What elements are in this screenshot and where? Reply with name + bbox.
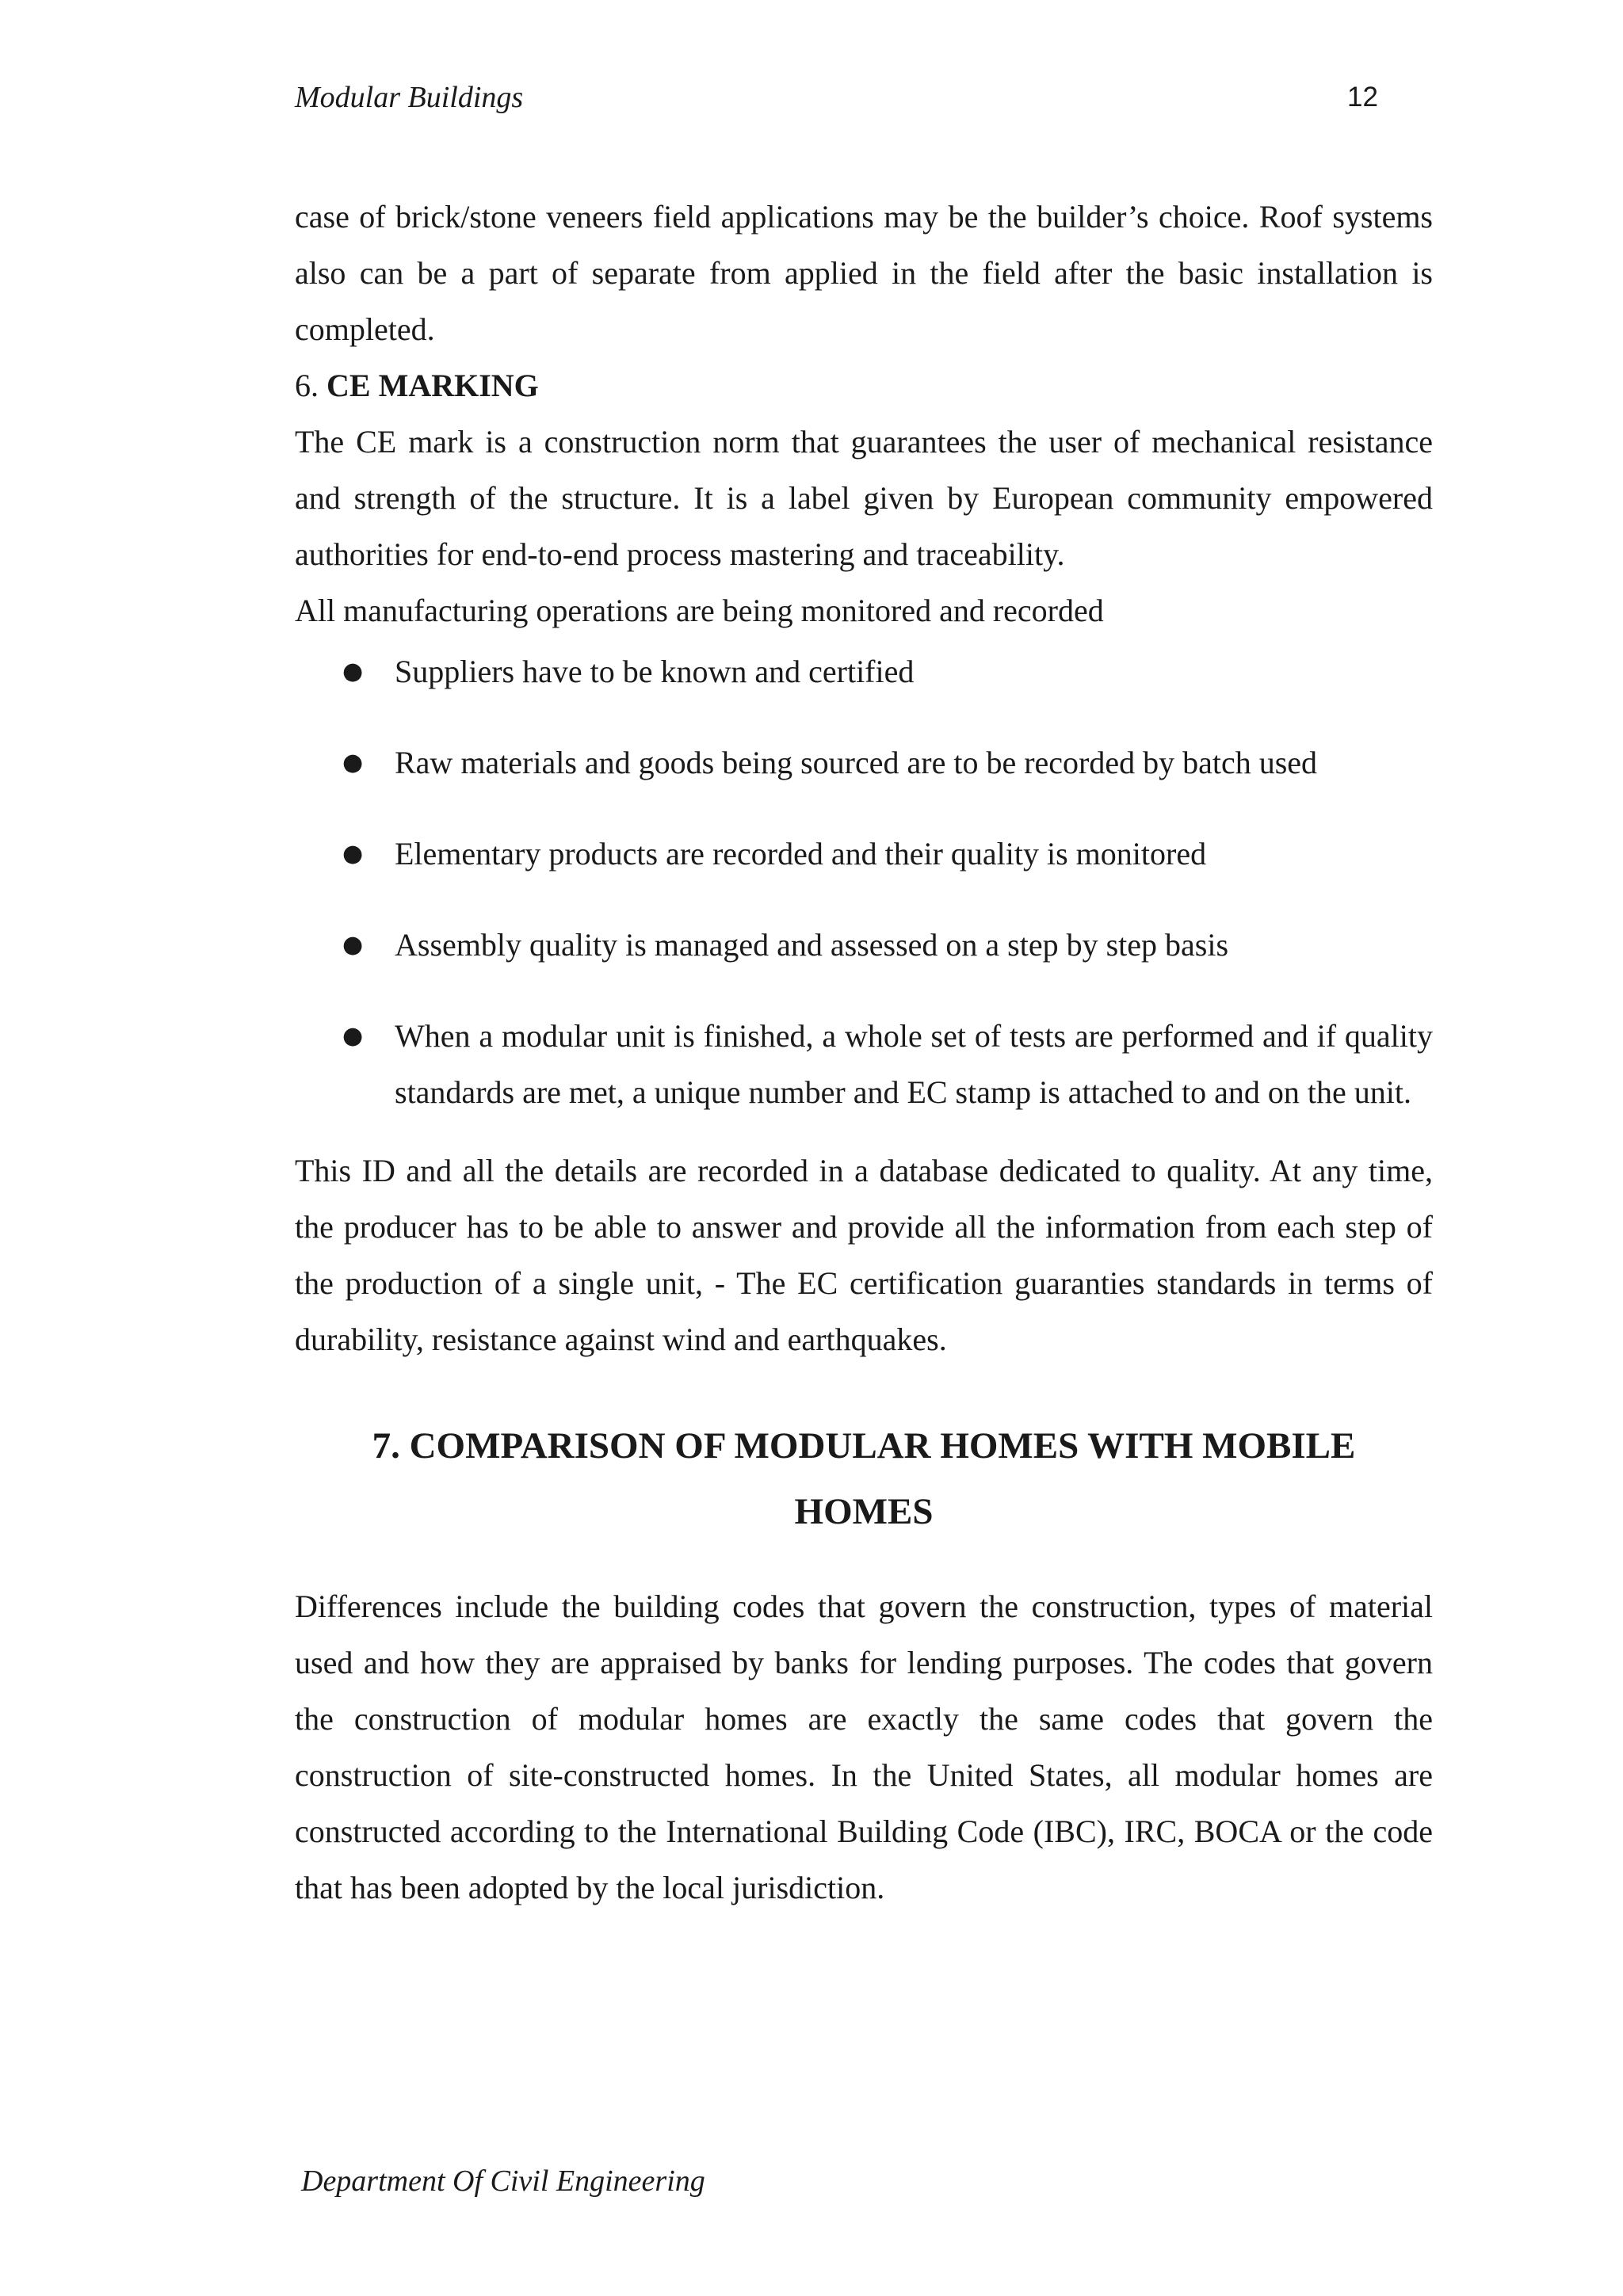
bullet-dot-icon: ● (342, 749, 364, 776)
page-body (295, 189, 1433, 1916)
list-item-text: Elementary products are recorded and their quality is monitored (395, 836, 1207, 871)
list-item-text: Assembly quality is managed and assessed on a step by step basis (395, 927, 1229, 963)
intro-paragraph: case of brick/stone veneers field applications may be the builder’s choice. Roof systems also can be a part of separate from applied in the field after the basic installation is completed. (295, 199, 1433, 347)
bullet-dot-icon: ● (342, 931, 364, 959)
quality-database-paragraph: This ID and all the details are recorded in a database dedicated to quality. At any time, the producer has to be able to answer and provide all the information from each step of the production of a single unit, - The EC certification guaranties standards in terms of durability, resistance against wind and earthquakes. (295, 1153, 1433, 1357)
list-item-text: When a modular unit is finished, a whole set of tests are performed and if quality standards are met, a unique number and EC stamp is attached to and on the unit. (395, 1018, 1433, 1110)
section-6-title: CE MARKING (327, 368, 539, 403)
running-title: Modular Buildings (295, 81, 524, 114)
list-intro: All manufacturing operations are being monitored and recorded (295, 593, 1104, 628)
list-item (295, 826, 1433, 882)
footer-department: Department Of Civil Engineering (301, 2164, 705, 2198)
section-6-number: 6. (295, 368, 319, 403)
list-item (295, 734, 1433, 791)
comparison-paragraph: Differences include the building codes that govern the construction, types of material used and how they are appraised by banks for lending purposes. The codes that govern the construction of modular homes are exactly the same codes that govern the construction of site-constructed homes. In the United States, all modular homes are constructed according to the International Building Code (IBC), IRC, BOCA or the code that has been adopted by the local jurisdiction. (295, 1589, 1433, 1905)
page-number: 12 (1347, 82, 1378, 113)
bullet-dot-icon: ● (342, 658, 364, 685)
manufacturing-bullet-list (295, 643, 1433, 1120)
list-item (295, 643, 1433, 700)
section-6-heading (295, 357, 1433, 414)
ce-marking-paragraph: The CE mark is a construction norm that guarantees the user of mechanical resistance and strength of the structure. It is a label given by European community empowered authorities for end-to-end process mastering and traceability. (295, 424, 1433, 572)
list-item (295, 917, 1433, 973)
section-7-heading: 7. COMPARISON OF MODULAR HOMES WITH MOBILE HOMES (372, 1425, 1356, 1532)
bullet-dot-icon: ● (342, 840, 364, 868)
list-item-text: Raw materials and goods being sourced are to be recorded by batch used (395, 745, 1318, 780)
list-item (295, 1008, 1433, 1120)
list-item-text: Suppliers have to be known and certified (395, 654, 915, 689)
bullet-dot-icon: ● (342, 1022, 364, 1050)
